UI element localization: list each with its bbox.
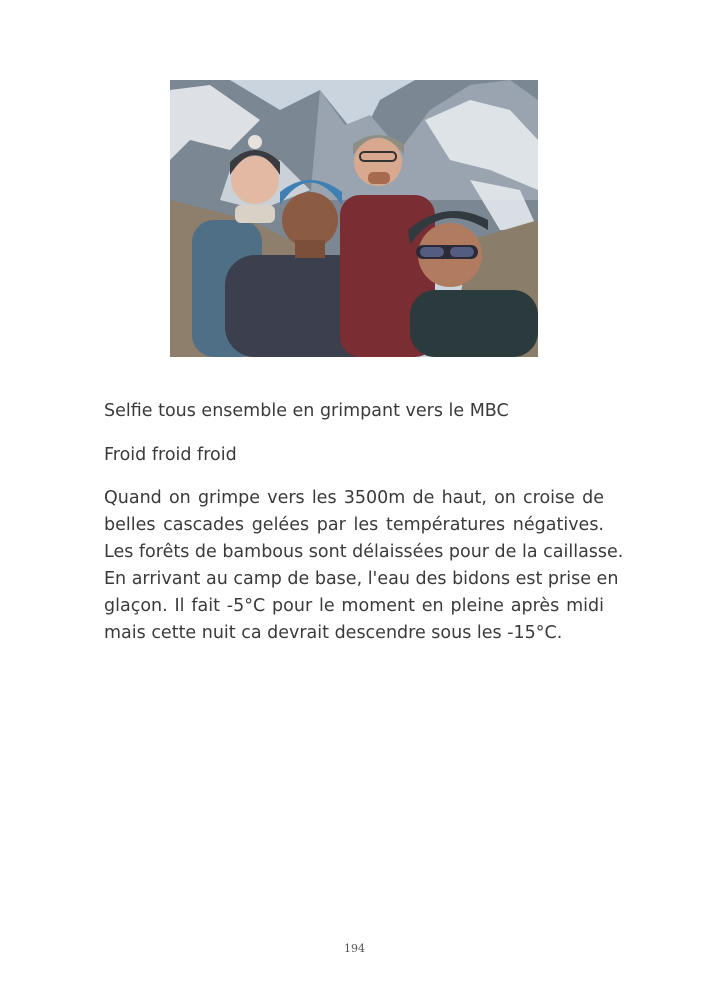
body-line: Quand on grimpe vers les 3500m de haut, on croise de	[104, 488, 604, 508]
group-selfie-photo	[170, 80, 538, 357]
body-line: En arrivant au camp de base, l'eau des bidons est prise en	[104, 569, 619, 589]
page-number: 194	[344, 942, 365, 955]
body-line: belles cascades gelées par les températures négatives.	[104, 515, 604, 535]
section-heading: Froid froid froid	[104, 445, 237, 465]
body-line: Les forêts de bambous sont délaissées pour de la caillasse.	[104, 542, 624, 562]
photo-caption: Selfie tous ensemble en grimpant vers le MBC	[104, 401, 509, 421]
body-line: mais cette nuit ca devrait descendre sous les -15°C.	[104, 623, 563, 643]
body-line: glaçon. Il fait -5°C pour le moment en pleine après midi	[104, 596, 604, 616]
body-paragraph	[104, 485, 624, 647]
photo-illustration	[170, 80, 538, 357]
